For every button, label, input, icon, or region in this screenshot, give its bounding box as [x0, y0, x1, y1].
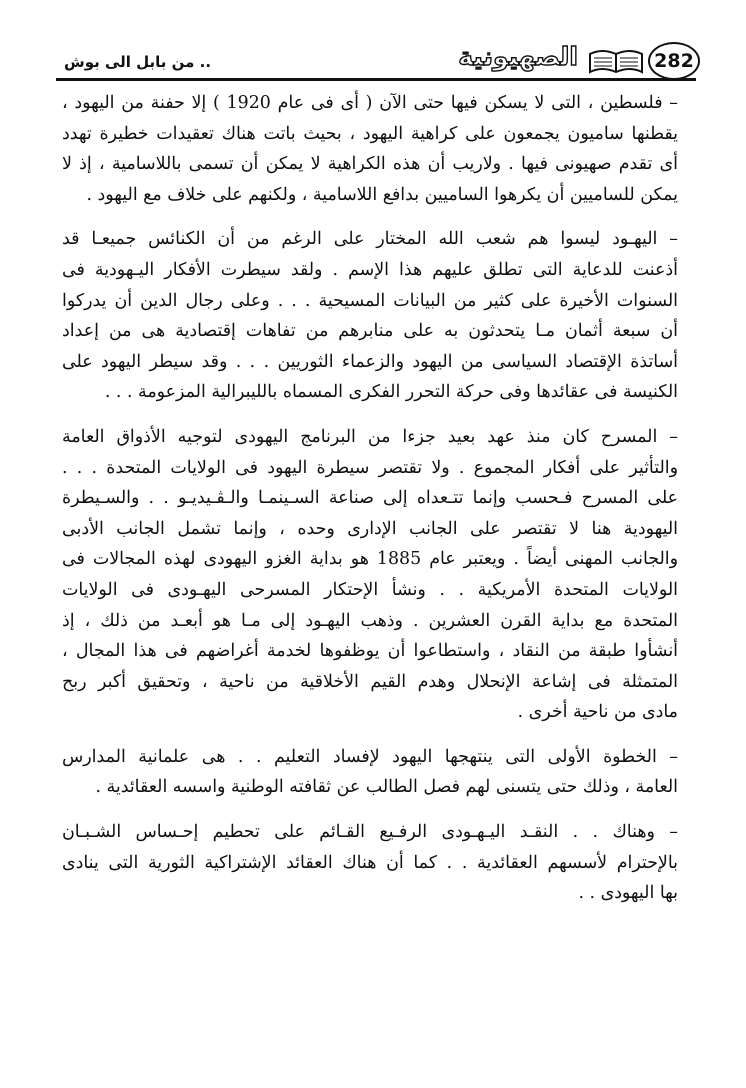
paragraph-theatre — [62, 422, 678, 728]
page-body — [62, 88, 678, 923]
text-line: يقطنها ساميون يجمعون على كراهية اليهود ، بحيث باتت هناك تعقيدات خطيرة تهدد — [62, 123, 678, 144]
text-line: – المسرح كان منذ عهد بعيد جزءا من البرنامج اليهودى لتوجيه الأذواق العامة — [62, 426, 678, 447]
text-line: – الخطوة الأولى التى ينتهجها اليهود لإفساد التعليم . . هى علمانية المدارس — [62, 746, 678, 767]
text-line: أساتذة الإقتصاد السياسى من اليهود والزعماء الثوريين . . . وقد سيطر اليهود على — [62, 351, 678, 372]
text-line: أنشأوا طبقة من النقاد ، واستطاعوا أن يوظفوها لخدمة أغراضهم فى هذا المجال ، — [62, 641, 678, 662]
book-subtitle: .. من بابل الى بوش — [64, 53, 212, 71]
text-line: العامة ، وذلك حتى يتسنى لهم فصل الطالب عن ثقافته الوطنية واسسه العقائدية . — [95, 777, 678, 798]
paragraph-education — [62, 742, 678, 803]
text-line: بها اليهودى . . — [578, 883, 678, 904]
paragraph-chosen-people — [62, 224, 678, 408]
text-line: بالإحترام لأسسهم العقائدية . . كما أن هناك العقائد الإشتراكية الثورية التى ينادى — [62, 852, 678, 873]
text-line: الكنيسة فى عقائدها وفى حركة التحرر الفكرى المسماه بالليبرالية المزعومة . . . — [104, 382, 678, 403]
text-line: اليهودية هنا لا تقتصر على الجانب الإدارى وحده ، وإنما تشمل الجانب الأدبى — [62, 518, 678, 539]
text-line: أذعنت للدعاية التى تطلق عليهم هذا الإسم . ولقد سيطرت الأفكار اليـهودية فى — [62, 259, 678, 280]
book-title: الصهيونية — [458, 42, 578, 71]
text-line: مادى من ناحية أخرى . — [517, 702, 678, 723]
header-divider — [56, 78, 696, 81]
open-book-icon — [588, 48, 644, 76]
text-line: – وهناك . . النقـد اليـهـودى الرفـيع القـائم على تحطيم إحـساس الشـبـان — [62, 822, 678, 843]
text-line: – اليهـود ليسوا هم شعب الله المختار على الرغم من أن الكنائس جميعـا قد — [62, 229, 678, 250]
text-line: المتحدة مع بداية القرن العشرين . وذهب اليهـود إلى مـا هو أبعـد من ذلك ، إذ — [62, 610, 678, 631]
text-line: الولايات المتحدة الأمريكية . . ونشأ الإحتكار المسرحى اليهـودى فى الولايات — [62, 579, 678, 600]
paragraph-criticism — [62, 817, 678, 909]
text-line: – فلسطين ، التى لا يسكن فيها حتى الآن ( أى فى عام 1920 ) إلا حفنة من اليهود ، — [62, 93, 678, 113]
text-line: يمكن للساميين أن يكرهوا الساميين بدافع اللاسامية ، ولكنهم على خلاف مع اليهود . — [86, 184, 678, 205]
text-line: أن سبعة أثمان مـا يتحدثون به على منابرهم من تفاهات إقتصادية هى من إعداد — [62, 321, 678, 342]
text-line: السنوات الأخيرة على كثير من البيانات المسيحية . . . وعلى رجال الدين أن يدركوا — [62, 290, 678, 311]
page-number: 282 — [648, 42, 700, 80]
paragraph-palestine — [62, 88, 678, 210]
text-line: والتأثير على أفكار المجموع . ولا تقتصر سيطرة اليهود فى الولايات المتحدة . . . — [62, 457, 678, 478]
page-header — [56, 38, 696, 82]
text-line: والجانب المهنى أيضاً . ويعتبر عام 1885 هو بداية الغزو اليهودى لهذه المجالات فى — [62, 549, 678, 570]
text-line: على المسرح فـحسب وإنما تتـعداه إلى صناعة السـينمـا والـڤـيديـو . . والسـيطرة — [62, 488, 678, 509]
text-line: أى تقدم صهيونى فيها . ولاريب أن هذه الكراهية لا يمكن أن تسمى باللاسامية ، إذ لا — [62, 154, 678, 175]
text-line: المتمثلة فى إشاعة الإنحلال وهدم القيم الأخلاقية من ناحية ، وتحقيق أكبر ربح — [62, 671, 678, 692]
